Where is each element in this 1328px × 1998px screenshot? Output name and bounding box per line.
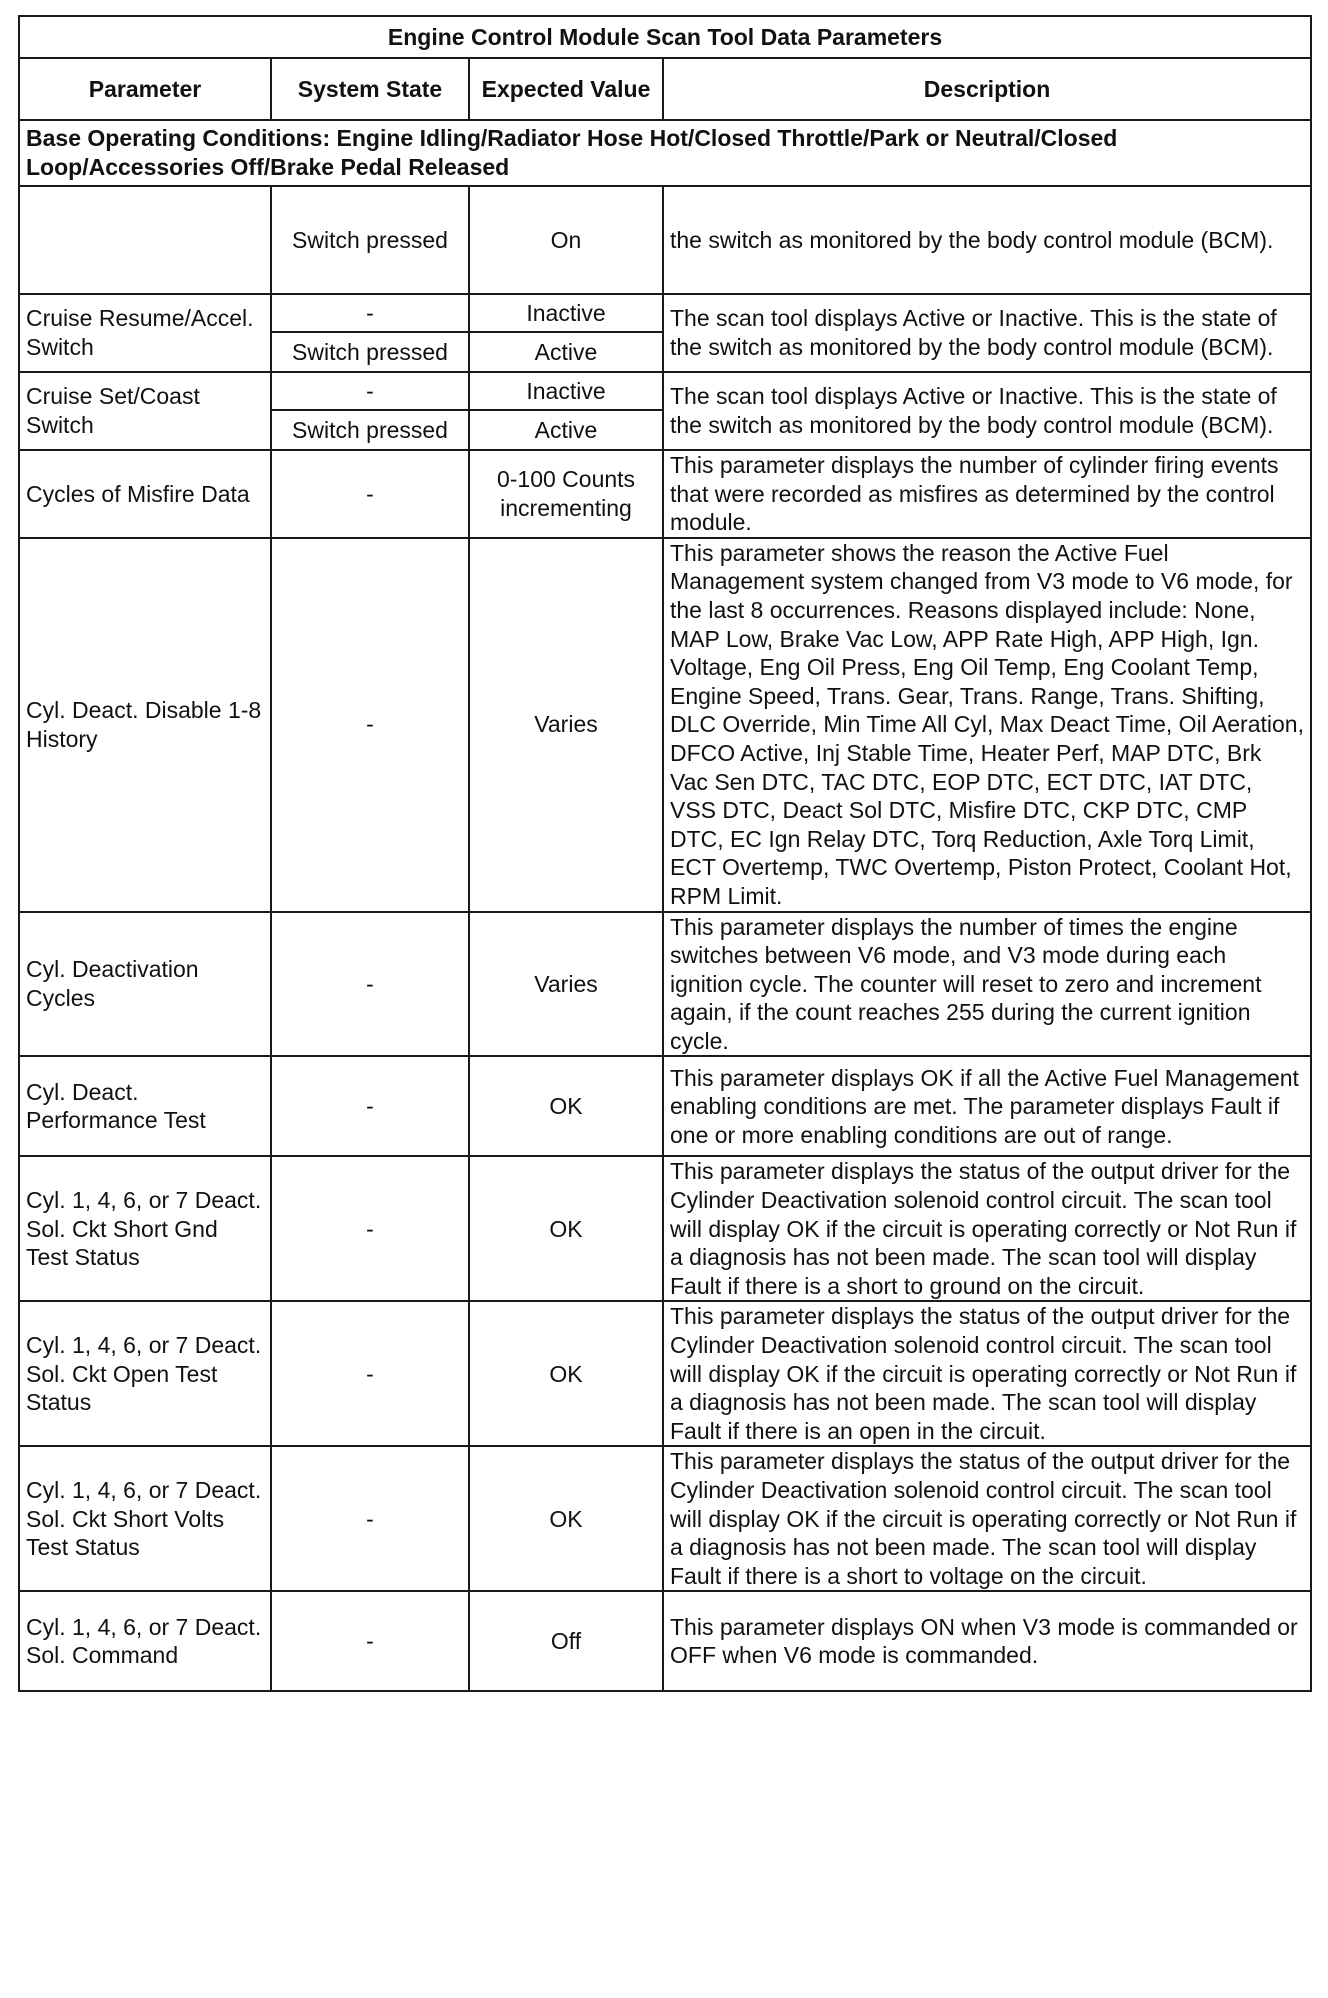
table-body [19, 186, 1311, 1691]
parameter-cell: Cycles of Misfire Data [19, 450, 271, 538]
table-row [19, 372, 1311, 410]
header-row [19, 58, 1311, 120]
parameter-cell: Cyl. 1, 4, 6, or 7 Deact. Sol. Ckt Open Test Status [19, 1301, 271, 1446]
description-cell: This parameter shows the reason the Active Fuel Management system changed from V3 mode to V6 mode, for the last 8 occurrences. Reasons displayed include: None, MAP Low, Brake Vac Low, APP Rate High, APP High, Ign. Voltage, Eng Oil Press, Eng Oil Temp, Eng Coolant Temp, Engine Speed, Trans. Gear, Trans. Range, Trans. Shifting, DLC Override, Min Time All Cyl, Max Deact Time, Oil Aeration, DFCO Active, Inj Stable Time, Heater Perf, MAP DTC, Brk Vac Sen DTC, TAC DTC, EOP DTC, ECT DTC, IAT DTC, VSS DTC, Deact Sol DTC, Misfire DTC, CKP DTC, CMP DTC, EC Ign Relay DTC, Torq Reduction, Axle Torq Limit, ECT Overtemp, TWC Overtemp, Piston Protect, Coolant Hot, RPM Limit. [663, 538, 1311, 912]
description-cell: This parameter displays the number of cylinder firing events that were recorded as misfires as determined by the control module. [663, 450, 1311, 538]
table-row [19, 538, 1311, 912]
expected-value-cell: Off [469, 1591, 663, 1691]
table-row [19, 1056, 1311, 1156]
parameter-cell: Cyl. 1, 4, 6, or 7 Deact. Sol. Command [19, 1591, 271, 1691]
table-row [19, 912, 1311, 1057]
title-row [19, 16, 1311, 58]
parameter-cell: Cyl. 1, 4, 6, or 7 Deact. Sol. Ckt Short Volts Test Status [19, 1446, 271, 1591]
expected-value-cell: OK [469, 1301, 663, 1446]
system-state-cell: - [271, 1156, 469, 1301]
parameter-cell [19, 186, 271, 294]
table-row [19, 450, 1311, 538]
table-row [19, 1591, 1311, 1691]
parameter-cell: Cyl. Deactivation Cycles [19, 912, 271, 1057]
description-cell: The scan tool displays Active or Inactive. This is the state of the switch as monitored by the body control module (BCM). [663, 294, 1311, 372]
system-state-cell: - [271, 450, 469, 538]
description-cell: This parameter displays OK if all the Active Fuel Management enabling conditions are met. The parameter displays Fault if one or more enabling conditions are out of range. [663, 1056, 1311, 1156]
scan-tool-data-table [18, 15, 1312, 1692]
expected-value-cell: Varies [469, 912, 663, 1057]
table-row [19, 1301, 1311, 1446]
expected-value-cell: On [469, 186, 663, 294]
system-state-cell: - [271, 538, 469, 912]
header-system-state: System State [271, 58, 469, 120]
header-parameter: Parameter [19, 58, 271, 120]
table-row [19, 1156, 1311, 1301]
system-state-cell: - [271, 294, 469, 332]
expected-value-cell: OK [469, 1156, 663, 1301]
system-state-cell: - [271, 1056, 469, 1156]
expected-value-cell: Inactive [469, 372, 663, 410]
description-cell: This parameter displays the status of the output driver for the Cylinder Deactivation solenoid control circuit. The scan tool will display OK if the circuit is operating correctly or Not Run if a diagnosis has not been made. The scan tool will display Fault if there is an open in the circuit. [663, 1301, 1311, 1446]
table-row [19, 1446, 1311, 1591]
parameter-cell: Cruise Set/Coast Switch [19, 372, 271, 450]
description-cell: This parameter displays the number of times the engine switches between V6 mode, and V3 mode during each ignition cycle. The counter will reset to zero and increment again, if the count reaches 255 during the current ignition cycle. [663, 912, 1311, 1057]
expected-value-cell: 0-100 Counts incrementing [469, 450, 663, 538]
table-row [19, 186, 1311, 294]
system-state-cell: - [271, 912, 469, 1057]
system-state-cell: Switch pressed [271, 186, 469, 294]
system-state-cell: Switch pressed [271, 410, 469, 450]
description-cell: The scan tool displays Active or Inactive. This is the state of the switch as monitored by the body control module (BCM). [663, 372, 1311, 450]
table-row [19, 294, 1311, 332]
expected-value-cell: OK [469, 1446, 663, 1591]
system-state-cell: Switch pressed [271, 332, 469, 372]
expected-value-cell: Inactive [469, 294, 663, 332]
parameter-cell: Cyl. Deact. Disable 1-8 History [19, 538, 271, 912]
base-conditions-row [19, 120, 1311, 186]
description-cell: the switch as monitored by the body control module (BCM). [663, 186, 1311, 294]
description-cell: This parameter displays ON when V3 mode is commanded or OFF when V6 mode is commanded. [663, 1591, 1311, 1691]
description-cell: This parameter displays the status of the output driver for the Cylinder Deactivation solenoid control circuit. The scan tool will display OK if the circuit is operating correctly or Not Run if a diagnosis has not been made. The scan tool will display Fault if there is a short to ground on the circuit. [663, 1156, 1311, 1301]
system-state-cell: - [271, 372, 469, 410]
header-expected-value: Expected Value [469, 58, 663, 120]
expected-value-cell: Varies [469, 538, 663, 912]
parameter-cell: Cruise Resume/Accel. Switch [19, 294, 271, 372]
system-state-cell: - [271, 1591, 469, 1691]
description-cell: This parameter displays the status of the output driver for the Cylinder Deactivation solenoid control circuit. The scan tool will display OK if the circuit is operating correctly or Not Run if a diagnosis has not been made. The scan tool will display Fault if there is a short to voltage on the circuit. [663, 1446, 1311, 1591]
expected-value-cell: Active [469, 332, 663, 372]
parameter-cell: Cyl. Deact. Performance Test [19, 1056, 271, 1156]
header-description: Description [663, 58, 1311, 120]
base-operating-conditions: Base Operating Conditions: Engine Idling/Radiator Hose Hot/Closed Throttle/Park or Neutral/Closed Loop/Accessories Off/Brake Pedal Released [19, 120, 1311, 186]
expected-value-cell: OK [469, 1056, 663, 1156]
parameter-cell: Cyl. 1, 4, 6, or 7 Deact. Sol. Ckt Short Gnd Test Status [19, 1156, 271, 1301]
system-state-cell: - [271, 1301, 469, 1446]
table-title: Engine Control Module Scan Tool Data Parameters [19, 16, 1311, 58]
system-state-cell: - [271, 1446, 469, 1591]
expected-value-cell: Active [469, 410, 663, 450]
